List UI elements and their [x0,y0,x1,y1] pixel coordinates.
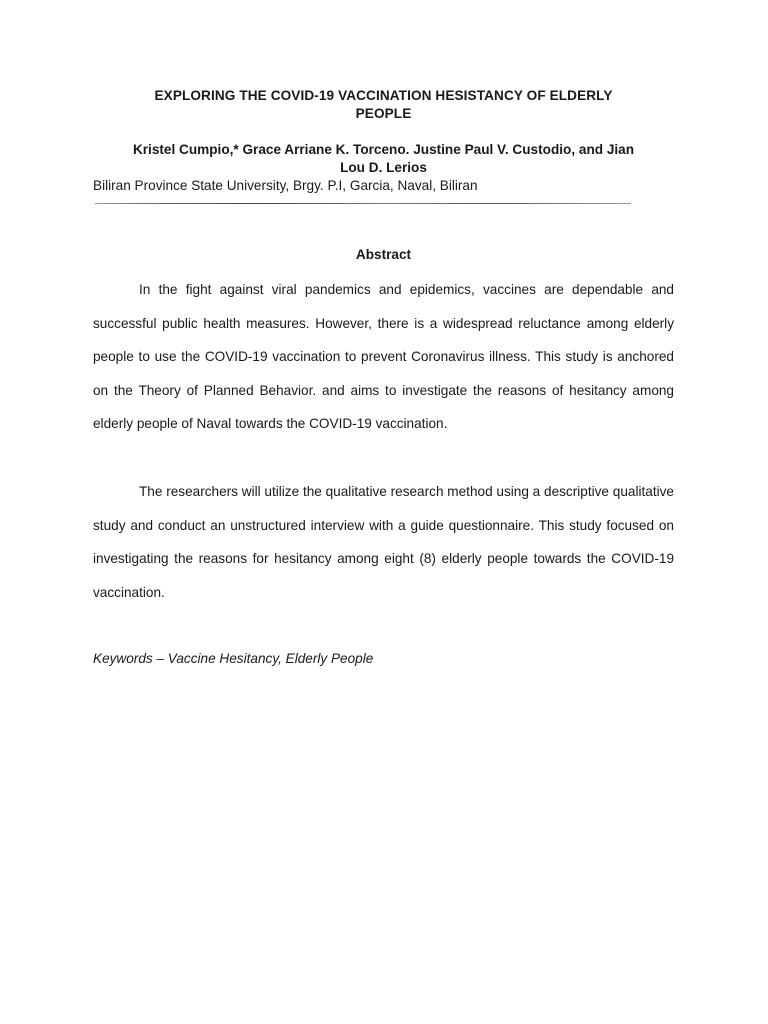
abstract-paragraph-2: The researchers will utilize the qualitative research method using a descriptive qualitative study and conduct an unstructured interview with a guide questionnaire. This study focused on investigating the reasons for hesitancy among eight (8) elderly people towards the COVID-19 vaccination. [93,484,674,600]
abstract-heading: Abstract [355,247,412,262]
author-list-line-1: Kristel Cumpio,* Grace Arriane K. Torceno. Justine Paul V. Custodio, and Jian [132,142,635,157]
author-list [93,141,674,177]
author-affiliation: Biliran Province State University, Brgy. P.I, Garcia, Naval, Biliran [93,178,478,193]
paper-title-line-2: PEOPLE [355,106,412,121]
paper-title-line-1: EXPLORING THE COVID-19 VACCINATION HESISTANCY OF ELDERLY [154,88,613,103]
paper-page [93,0,674,1024]
author-list-line-2: Lou D. Lerios [340,160,427,175]
paper-title [93,87,674,123]
keywords-line: Keywords – Vaccine Hesitancy, Elderly People [93,651,374,666]
header-divider [95,203,631,204]
abstract-paragraph-1: In the fight against viral pandemics and epidemics, vaccines are dependable and successful public health measures. However, there is a widespread reluctance among elderly people to use the COVID-19 vaccination to prevent Coronavirus illness. This study is anchored on the Theory of Planned Behavior. and aims to investigate the reasons of hesitancy among elderly people of Naval towards the COVID-19 vaccination. [93,282,674,432]
